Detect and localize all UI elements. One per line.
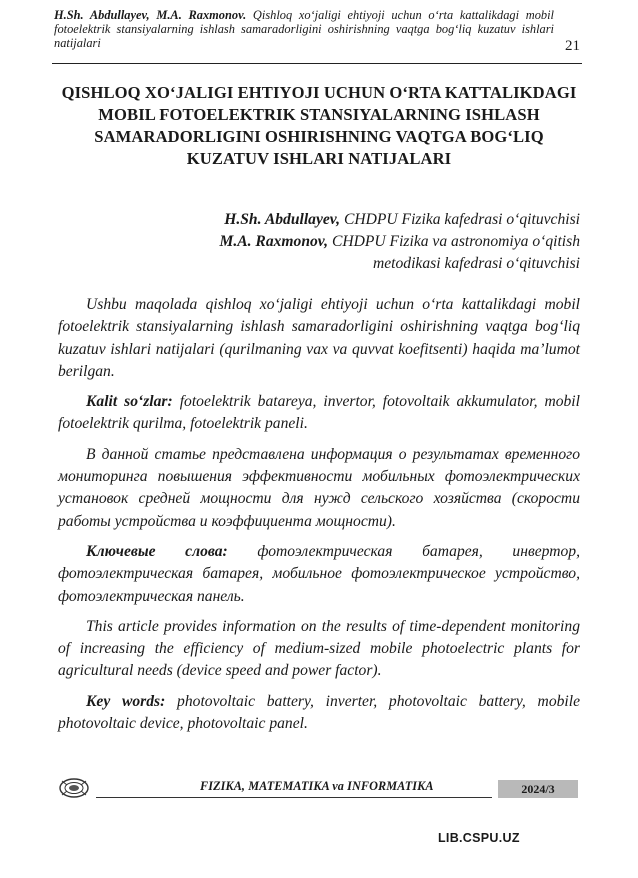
article-title: QISHLOQ XO‘JALIGI EHTIYOJI UCHUN O‘RTA KATTALIKDAGI MOBIL FOTOELEKTRIK STANSIYALARNING ISHLASH SAMARADORLIGINI OSHIRISHNING VAQTGA BOG‘LIQ KUZATUV ISHLARI NATIJALARI — [61, 83, 577, 168]
author-line — [100, 231, 580, 253]
author-name: H.Sh. Abdullayev, — [224, 211, 341, 228]
issue-badge: 2024/3 — [498, 780, 578, 798]
journal-logo-icon — [58, 777, 90, 799]
abstract-ru: В данной статье представлена информация о результатах временного мониторинга повышения эффективности мобильных фотоэлектрических установок средней мощности для нужд сельского хозяйства (скорости работы устройства и коэффициента мощности). — [58, 445, 580, 530]
running-head — [54, 8, 554, 50]
author-name: M.A. Raxmonov, — [219, 233, 329, 250]
source-watermark: LIB.CSPU.UZ — [438, 831, 520, 845]
keywords-uz-text: fotoelektrik batareya, invertor, fotovoltaik akkumulator, mobil fotoelektrik qurilma, fotoelektrik paneli. — [58, 393, 580, 433]
author-line — [100, 209, 580, 231]
footer-divider — [96, 797, 492, 798]
keywords-uz — [58, 391, 580, 436]
keywords-en-text: photovoltaic battery, inverter, photovoltaic battery, mobile photovoltaic device, photovoltaic panel. — [58, 692, 580, 733]
header-divider — [52, 63, 582, 64]
author-affiliation-cont: metodikasi kafedrasi o‘qituvchisi — [372, 255, 580, 272]
keywords-en — [58, 691, 580, 736]
keywords-ru-label: Ключевые слова: — [86, 542, 228, 560]
keywords-ru — [58, 541, 580, 608]
author-affiliation: CHDPU Fizika kafedrasi o‘qituvchisi — [343, 211, 580, 228]
author-block — [100, 209, 580, 275]
abstract-uz: Ushbu maqolada qishloq xo‘jaligi ehtiyoji uchun o‘rta kattalikdagi mobil fotoelektrik stansiyalarning ishlash samaradorligini oshirishning vaqtga bog‘liq kuzatuv ishlari natijalari (qurilmaning vax va quvvat koefitsenti) haqida ma’lumot berilgan. — [58, 296, 580, 380]
journal-name: FIZIKA, MATEMATIKA va INFORMATIKA — [200, 779, 434, 793]
page-number: 21 — [565, 38, 580, 54]
article-body — [58, 294, 580, 743]
keywords-en-label: Key words: — [86, 692, 166, 710]
running-head-title: Qishloq xo‘jaligi ehtiyoji uchun o‘rta kattalikdagi mobil fotoelektrik stansiyalarning ishlash samaradorligini oshirishning vaqtga bog‘liq kuzatuv ishlari natijalari — [54, 8, 554, 50]
author-affiliation: CHDPU Fizika va astronomiya o‘qitish — [331, 233, 580, 250]
abstract-en: This article provides information on the results of time-dependent monitoring of increasing the efficiency of medium-sized mobile photoelectric plants for agricultural needs (device speed and power factor). — [58, 617, 580, 680]
running-head-authors: H.Sh. Abdullayev, M.A. Raxmonov. — [54, 8, 247, 22]
keywords-uz-label: Kalit so‘zlar: — [86, 393, 173, 411]
keywords-ru-text: фотоэлектрическая батарея, инвертор, фотоэлектрическая батарея, мобильное фотоэлектрическое устройство, фотоэлектрическая панель. — [58, 542, 580, 605]
